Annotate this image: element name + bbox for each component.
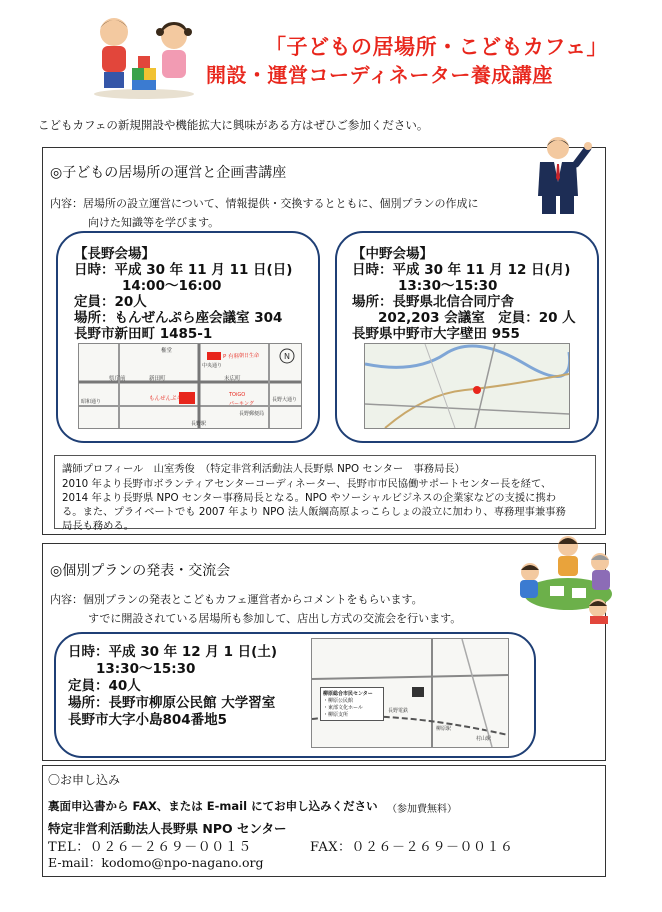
nakano-room: 202,203 会議室 定員：20 人: [378, 310, 576, 326]
map1-label-toigo: TOiGO: [229, 392, 246, 398]
map3-legend-hall: ・東部文化ホール: [323, 705, 363, 711]
businessman-illustration: [530, 134, 592, 216]
map1-label-chuo-dori: 中央通り: [202, 363, 223, 369]
nagano-date: 日時：平成 30 年 11 月 11 日(日): [74, 262, 293, 278]
apply-instruction: 裏面申込書から FAX、または E-mail にてお申し込みください: [48, 799, 378, 813]
nakano-date: 日時：平成 30 年 11 月 12 日(月): [352, 262, 571, 278]
map1-label-post: 長野郵便局: [239, 411, 265, 417]
map3-label-yanagihara-station: 柳原駅: [436, 726, 452, 732]
apply-tel: TEL：０２６－２６９－００１５: [48, 840, 252, 855]
map1-label-parking2: パーキング: [229, 401, 254, 407]
presenter-icon: [530, 134, 592, 216]
nagano-map-drawing: [79, 344, 301, 428]
map3-legend-shisho: ・柳原支所: [323, 712, 349, 718]
map1-label-shindencho: 新田町: [149, 376, 166, 382]
section2-content-line1: 内容：個別プランの発表とこどもカフェ運営者からコメントをもらいます。: [50, 593, 423, 606]
apply-org: 特定非営利活動法人長野県 NPO センター: [48, 821, 287, 836]
meeting-illustration: [516, 532, 616, 624]
children-blocks-illustration: [92, 10, 196, 100]
section2-content-line2: すでに開設されている居場所も参加して、店出し方式の交流会を行います。: [88, 612, 462, 625]
map1-label-asahi: 朝日生命: [239, 353, 260, 359]
yanagihara-venue-map: [311, 638, 509, 748]
nagano-label: 【長野会場】: [74, 246, 155, 262]
meeting-group-icon: [516, 532, 616, 624]
map1-label-gondo: 権堂: [161, 348, 173, 354]
svg-text:N: N: [284, 352, 290, 361]
section1-content-line1: 内容：居場所の設立運営について、情報提供・交換するとともに、個別プランの作成に: [50, 197, 479, 210]
map1-label-parking: P 有料: [223, 354, 240, 360]
map1-label-suehirocho: 末広町: [224, 376, 241, 382]
nakano-time: 13:30～15:30: [398, 278, 498, 294]
nagano-time: 14:00～16:00: [122, 278, 222, 294]
map1-label-monzen: もんぜんぷら座: [149, 396, 188, 402]
map3-legend: [320, 687, 384, 721]
event-date: 日時：平成 30 年 12 月 1 日(土): [68, 644, 278, 660]
page-title-line1: 「子どもの居場所・こどもカフェ」: [265, 35, 608, 59]
children-icon: [92, 10, 196, 100]
profile-line1: 2010 年より長野市ボランティアセンターコーディネーター、長野市市民協働サポートセンター長を経て、: [62, 478, 552, 490]
event-place: 場所：長野市柳原公民館 大学習室: [68, 695, 276, 711]
apply-fax: FAX：０２６－２６９－００１６: [310, 840, 514, 855]
map3-legend-kominkan: ・柳原公民館: [323, 698, 354, 704]
nagano-place: 場所：もんぜんぷら座会議室 304: [74, 310, 283, 326]
nakano-map-drawing: [365, 344, 569, 428]
intro-text: こどもカフェの新規開設や機能拡大に興味がある方はぜひご参加ください。: [38, 118, 429, 132]
map3-legend-title: 柳原総合市民センター: [323, 691, 373, 697]
apply-email[interactable]: E-mail：kodomo@npo-nagano.org: [48, 855, 264, 870]
nakano-label: 【中野会場】: [352, 246, 433, 262]
map1-label-nagano-odori: 長野大通り: [272, 397, 298, 403]
apply-heading: 〇お申し込み: [48, 773, 121, 787]
apply-fee: （参加費無料）: [387, 804, 457, 815]
nakano-venue-map: [364, 343, 570, 429]
map1-label-showa: 昭和通り: [81, 399, 102, 405]
profile-line4: 局長も務める。: [62, 520, 135, 532]
map3-label-railway: 長野電鉄: [388, 708, 409, 714]
profile-line2: 2014 年より長野県 NPO センター事務局長となる。NPO やソーシャルビジネスの企業家などの支援に携わ: [62, 492, 557, 504]
nagano-venue-map: [78, 343, 302, 429]
map3-label-murayama-station: 村山駅: [476, 736, 492, 742]
section1-content-line2: 向けた知識等を学びます。: [88, 216, 220, 229]
nagano-address: 長野市新田町 1485-1: [74, 326, 213, 342]
map1-label-station: 長野駅: [191, 421, 207, 427]
profile-line3: る。また、プライベートでも 2007 年より NPO 法人飯綱高原よっこらしょの設立に加わり、専務理事兼事務: [62, 506, 566, 518]
nakano-address: 長野県中野市大字壁田 955: [352, 326, 520, 342]
map1-label-kenchomae: 県庁前: [109, 376, 126, 382]
event-time: 13:30～15:30: [96, 661, 196, 677]
section1-heading: ◎子どもの居場所の運営と企画書講座: [50, 165, 287, 181]
profile-title: 講師プロフィール 山室秀俊 （特定非営利活動法人長野県 NPO センター 事務局長）: [62, 463, 465, 475]
nakano-place: 場所：長野県北信合同庁舎: [352, 294, 514, 310]
nagano-capacity: 定員：20人: [74, 294, 147, 310]
event-capacity: 定員：40人: [68, 678, 141, 694]
section2-heading: ◎個別プランの発表・交流会: [50, 563, 231, 579]
page-title-line2: 開設・運営コーディネーター養成講座: [206, 63, 553, 87]
event-address: 長野市大字小島804番地5: [68, 712, 228, 728]
